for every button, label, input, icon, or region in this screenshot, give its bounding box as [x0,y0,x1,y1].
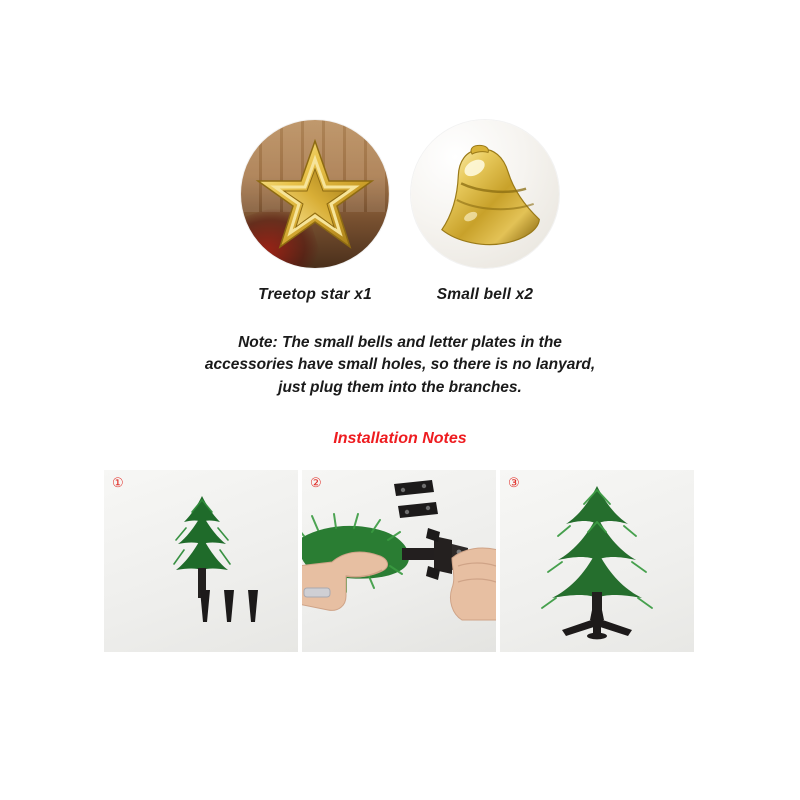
accessory-item-small-bell [411,120,559,304]
accessory-caption: Small bell x2 [436,286,534,303]
attach-base-illustration [302,470,496,652]
note-line-2: accessories have small holes, so there is no lanyard, [204,356,596,374]
accessory-caption: Treetop star x1 [258,286,372,303]
right-hand [450,548,496,620]
step-2-number: ② [310,475,322,490]
note-line-1: Note: The small bells and letter plates in the [238,334,562,351]
installation-steps [104,470,696,652]
accessory-list [0,120,800,304]
tree-stand [562,610,632,639]
star-icon [255,139,375,255]
step-1-number: ① [112,475,124,490]
installation-step-3 [500,470,694,652]
accessory-item-treetop-star [241,120,389,304]
assembled-tree-illustration [500,470,694,652]
bell-icon [417,135,553,265]
installation-notes-title: Installation Notes [333,430,467,447]
tripod-legs-icon [196,588,266,624]
tree-foliage [552,486,642,598]
accessory-note [0,332,800,399]
step-3-number: ③ [508,475,520,490]
loose-legs [394,480,438,518]
tree-trunk [402,548,436,560]
note-line-3: just plug them into the branches. [278,378,522,396]
installation-step-2 [302,470,496,652]
treetop-star-photo [241,120,389,268]
installation-step-1 [104,470,298,652]
small-bell-photo [411,120,559,268]
